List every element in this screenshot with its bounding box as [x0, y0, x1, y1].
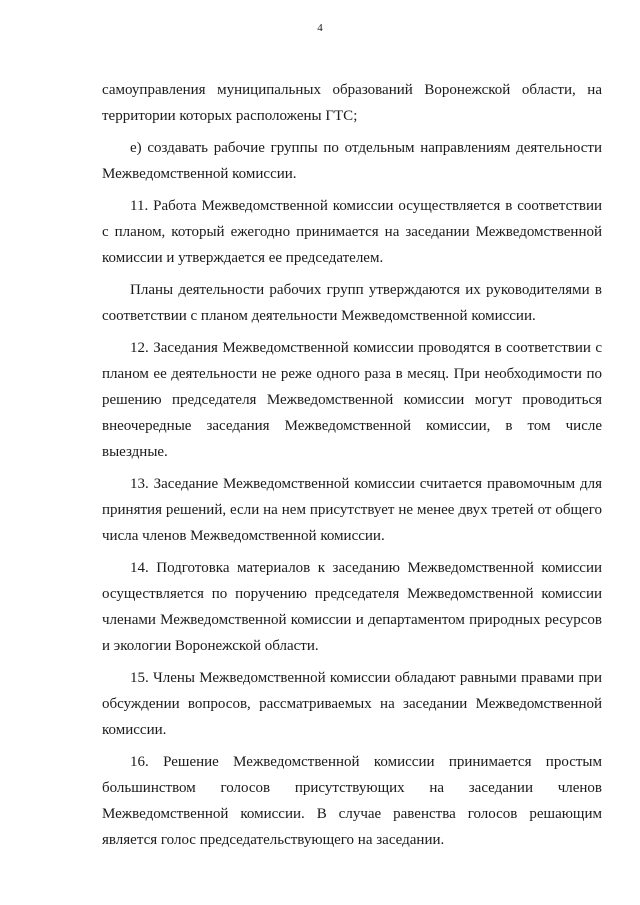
paragraph-continuation: самоуправления муниципальных образований Воронежской области, на территории которых расположены ГТС;	[102, 82, 602, 124]
paragraph-12: 12. Заседания Межведомственной комиссии проводятся в соответствии с планом ее деятельности не реже одного раза в месяц. При необходимости по решению председателя Межведомственной комиссии могут проводиться внеочередные заседания Межведомственной комиссии, в том числе выездные.	[102, 340, 602, 460]
paragraph-16: 16. Решение Межведомственной комиссии принимается простым большинством голосов присутствующих на заседании членов Межведомственной комиссии. В случае равенства голосов решающим является голос председательствующего на заседании.	[102, 754, 602, 848]
paragraph-15: 15. Члены Межведомственной комиссии обладают равными правами при обсуждении вопросов, рассматриваемых на заседании Межведомственной комиссии.	[102, 670, 602, 738]
paragraph-11: 11. Работа Межведомственной комиссии осуществляется в соответствии с планом, который ежегодно принимается на заседании Межведомственной комиссии и утверждается ее председателем.	[102, 198, 602, 266]
paragraph-11-plans: Планы деятельности рабочих групп утверждаются их руководителями в соответствии с планом деятельности Межведомственной комиссии.	[102, 282, 602, 324]
page-number: 4	[317, 22, 323, 34]
paragraph-13: 13. Заседание Межведомственной комиссии считается правомочным для принятия решений, если на нем присутствует не менее двух третей от общего числа членов Межведомственной комиссии.	[102, 476, 602, 544]
paragraph-14: 14. Подготовка материалов к заседанию Межведомственной комиссии осуществляется по поручению председателя Межведомственной комиссии членами Межведомственной комиссии и департаментом природных ресурсов и экологии Воронежской области.	[102, 560, 602, 654]
paragraph-item-e: е) создавать рабочие группы по отдельным направлениям деятельности Межведомственной комиссии.	[102, 140, 602, 182]
document-body	[102, 77, 602, 859]
